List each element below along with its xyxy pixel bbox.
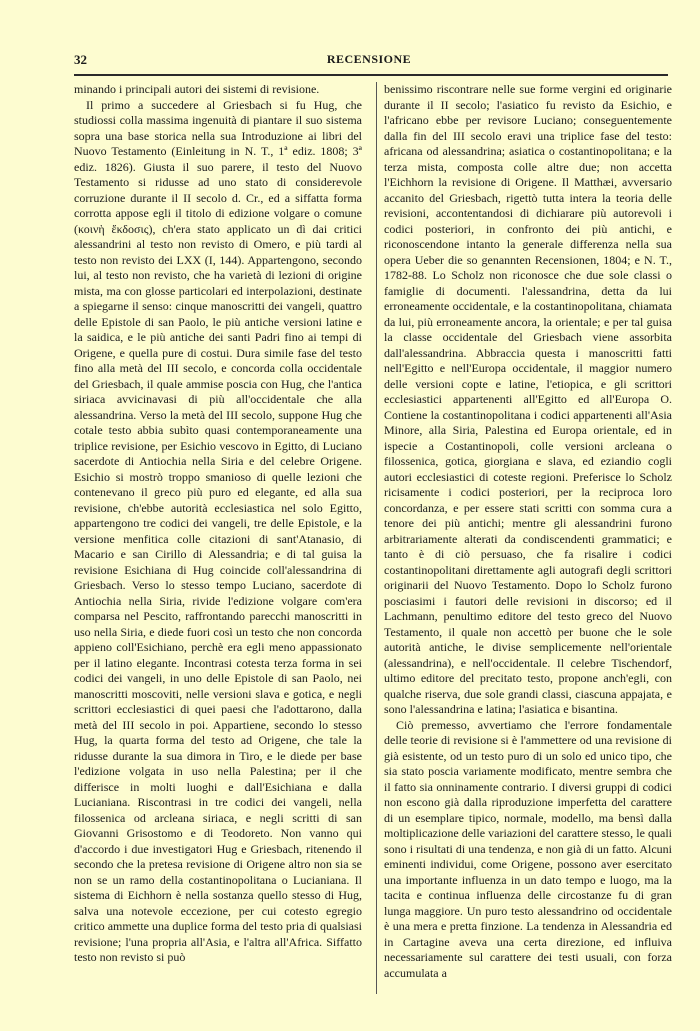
page-header bbox=[74, 50, 664, 74]
paragraph: benissimo riscontrare nelle sue forme vergini ed originarie durante il II secolo; l'asiatico fu revisto da Esichio, e l'africano ebbe per revisore Luciano; conseguentemente dalla fin del III secolo eravi una triplice fase del testo: africana od alessandrina; asiatica o costantinopolitana; e la terza mista, composta colle altre due; non accetta l'Eichhorn la revisione di Origene. Il Matthæi, avversario accanito del Griesbach, rigettò tutta intera la teoria delle revisioni, accontentandosi di dichiarare più autorevoli i codici posteriori, in confronto dei più antichi, e riconoscendone intanto la generale differenza nella sua opera Ueber die so genannten Recensionen, 1804; e N. T., 1782-88. Lo Scholz non riconosce che due sole classi o famiglie di documenti. l'alessandrina, detta da lui erroneamente occidentale, e la costantinopolitana, chiamata da lui, più erroneamente ancora, la orientale; e per tal guisa la classe occidentale del Griesbach viene assorbita dall'alessandrina. Abbraccia questa i manoscritti fatti nell'Egitto e nell'Europa occidentale, il maggior numero delle versioni copte e latine, l'etiopica, e gli scrittori ecclesiastici appartenenti all'Egitto ed all'Europa O. Contiene la costantinopolitana i codici appartenenti all'Asia Minore, alla Siria, Palestina ed Europa orientale, ed in ispecie a Costantinopoli, colle versioni arcleana o filossenica, gotica, giorgiana e slava, ed eziandio cogli autori ecclesiastici di coteste regioni. Preferisce lo Scholz ricisamente i codici posteriori, per la reciproca loro concordanza, e per essere stati scritti con somma cura a tenore dei più antichi; mentre gli alessandrini furono arbitrariamente alterati da condiscendenti grammatici; e tanto è di ciò persuaso, che fa risalire i codici costantinopolitani direttamente agli autografi degli scrittori originarii del Nuovo Testamento. Dopo lo Scholz furono posciasimi i fautori delle revisioni in discorso; ed il Lachmann, penultimo editore del testo greco del Nuovo Testamento, il quale non accettò per buone che le sole autorità antiche, le divise semplicemente nell'orientale (alessandrina), e nell'occidentale. Il celebre Tischendorf, ultimo editore del precitato testo, propone anch'egli, con qualche riserva, due sole grandi classi, ciascuna appajata, e sono l'alessandrina e latina; l'asiatica e bisantina. bbox=[384, 82, 672, 716]
running-head: RECENSIONE bbox=[326, 52, 412, 66]
header-rule bbox=[74, 74, 668, 76]
column-divider bbox=[376, 82, 377, 994]
left-column bbox=[74, 82, 362, 1000]
paragraph: Il primo a succedere al Griesbach si fu Hug, che studiossi colla massima ingenuità di piantare il suo sistema sopra una base storica nella sua Introduzione ai libri del Nuovo Testamento (Einleitung in N. T., 1ª ediz. 1808; 3ª ediz. 1826). Giusta il suo parere, il testo del Nuovo Testamento si ridusse ad uno stato di considerevole corruzione durante il II secolo d. Cr., ed a siffatta forma corrotta appose egli il titolo di edizione volgare o comune (κοινὴ ἔκδοσις), ch'era stato applicato un dì dai critici alessandrini al testo non revisto di Omero, e più tardi al testo non revisto dei LXX (I, 144). Appartengono, secondo lui, al testo non revisto, che ha varietà di lezioni di origine mista, ma con glosse particolari ed interpolazioni, destinate a spiegarne il senso: cinque manoscritti dei vangeli, quattro delle Epistole di san Paolo, le più antiche versioni latine e la saidica, e le più antiche dei santi Padri fino ai tempi di Origene, e quella pure di costui. Dura simile fase del testo fino alla metà del III secolo, e concorda colla occidentale del Griesbach, il quale ammise poscia con Hug, che l'antica siriaca avvicinavasi di più all'occidentale che alla alessandrina. Verso la metà del III secolo, suppone Hug che cotale testo abbia subìto quasi contemporaneamente una triplice revisione, per Esichio vescovo in Egitto, di Luciano sacerdote di Antiochia nella Siria e del celebre Origene. Esichio si mostrò troppo smanioso di quelle lezioni che contenevano il greco più puro ed elegante, ed alla sua revisione, ch'ebbe autorità ecclesiastica nel solo Egitto, appartengono tre codici dei vangeli, tre delle Epistole, e la versione menfitica colle citazioni di sant'Atanasio, di Macario e san Cirillo di Alessandria; e di tal guisa la revisione Esichiana di Hug coincide coll'alessandrina di Griesbach. Verso lo stesso tempo Luciano, sacerdote di Antiochia nella Siria, rivide l'edizione volgare com'era comparsa nel Pescito, raffrontando parecchi manoscritti in uso nella Siria, e diede fuori così un testo che non concorda appieno coll'Esichiano, perchè era egli meno appassionato per il latino elegante. Incontrasi cotesta terza forma in sei codici dei vangeli, in uno delle Epistole di san Paolo, nei manoscritti moscoviti, nelle versioni slava e gotica, e negli scrittori ecclesiastici di quei paesi che l'adottarono, dalla metà del III secolo in poi. Appartiene, secondo lo stesso Hug, la quarta forma del testo ad Origene, che tale la ridusse durante la sua dimora in Tiro, e le diede per base l'edizione volgata in uso nella Palestina; per il che differisce in molti luoghi e dall'Esichiana e dalla Lucianiana. Riscontrasi in tre codici dei vangeli, nella filossenica od arcleana siriaca, e negli scritti di san Giovanni Grisostomo e di Teodoreto. Non vanno qui d'accordo i due investigatori Hug e Griesbach, ritenendo il secondo che la pretesa revisione di Origene altro non sia se non se un ramo della costantinopolitana o Lucianiana. Il sistema di Eichhorn è nella sostanza quello stesso di Hug, salva una notevole eccezione, per cui cotesto egregio critico ammette una duplice forma del testo pria di qualsiasi revisione; l'una propria all'Asia, e l'altra all'Africa. Siffatto testo non revisto si può bbox=[74, 97, 362, 964]
right-column bbox=[384, 82, 672, 1000]
page-number: 32 bbox=[74, 52, 87, 67]
paragraph: Ciò premesso, avvertiamo che l'errore fondamentale delle teorie di revisione si è l'ammettere od una revisione di già esistente, od un testo puro di un solo ed unico tipo, che sia stato poscia variamente modificato, mentre sembra che il fatto sia onninamente contrario. I diversi gruppi di codici non escono già dalla riproduzione imperfetta del carattere di un esemplare tipico, normale, modello, ma bensì dalla moltiplicazione delle variazioni del carattere stesso, le quali sono i risultati di una tendenza, e non già di un fatto. Alcuni eminenti individui, come Origene, possono aver esercitato una importante influenza in un dato tempo e luogo, ma la tacita e continua influenza delle circostanze fu di gran lunga maggiore. Un puro testo alessandrino od occidentale è una mera e pretta finzione. La tendenza in Alessandria ed in Cartagine aveva una certa direzione, ed influiva necessariamente sul carattere dei testi usuali, con forza accumulata a bbox=[384, 717, 672, 980]
paragraph: minando i principali autori dei sistemi di revisione. bbox=[74, 82, 320, 96]
